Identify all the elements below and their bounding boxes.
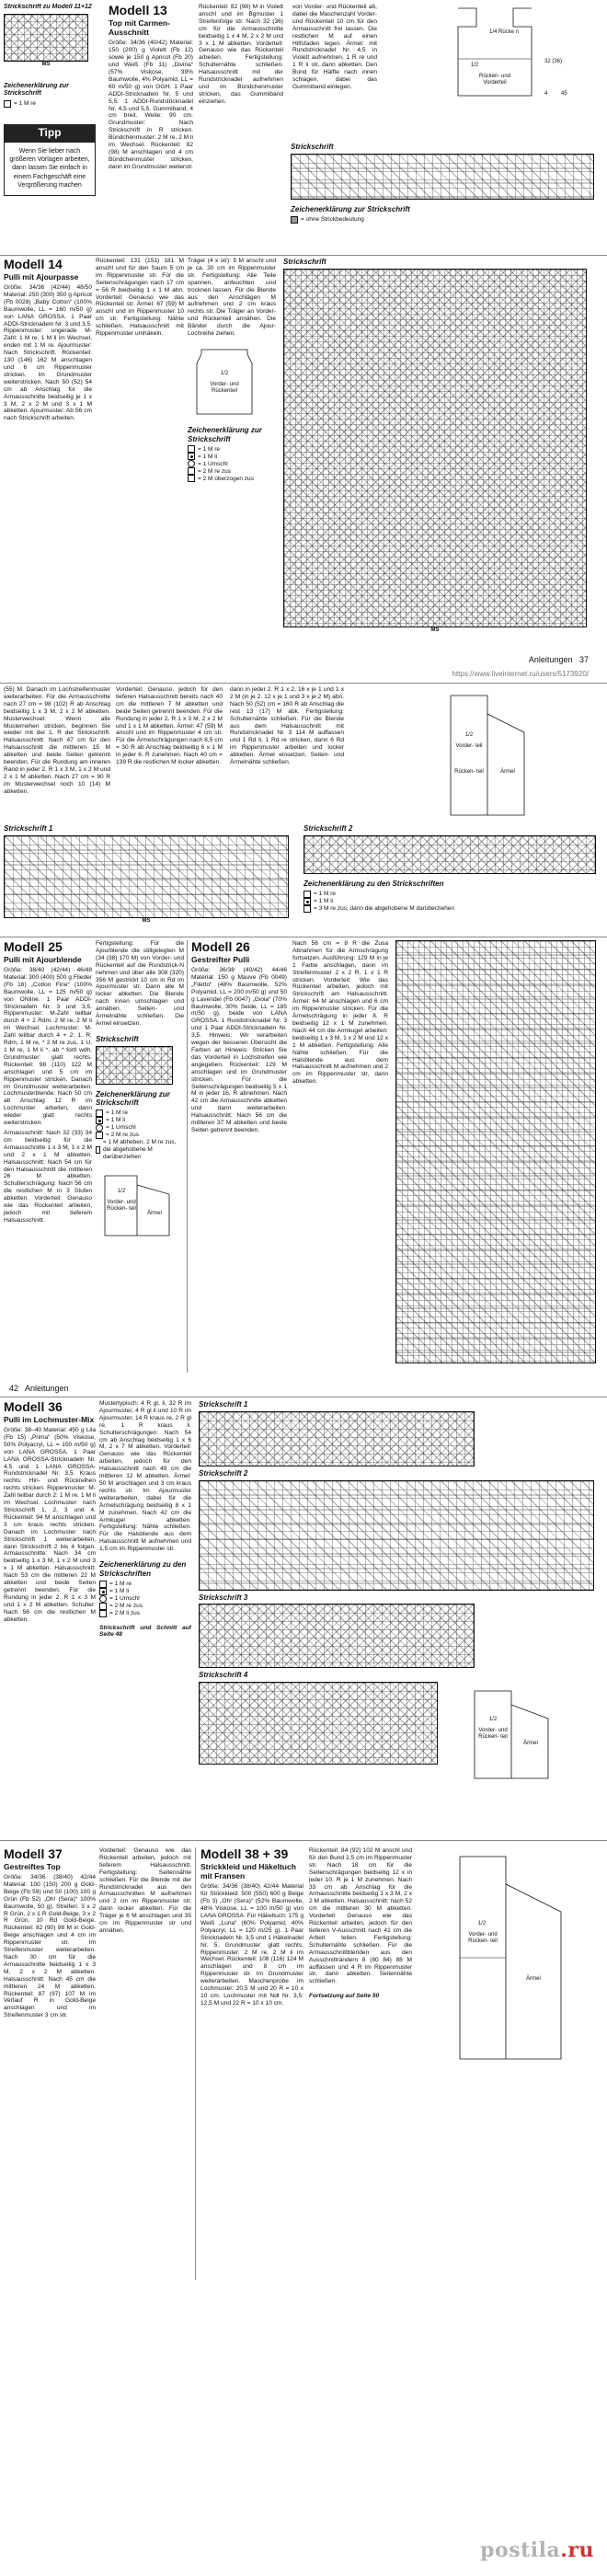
legend-row (304, 898, 603, 905)
modell-13-subtitle: Top mit Carmen-Ausschnitt (109, 17, 170, 38)
page-3-col-1 (4, 686, 110, 815)
modell-14-schematic (188, 345, 261, 419)
modell-25-legend-title: Zeichenerklärung zur Strickschrift (96, 1089, 170, 1108)
modell-25-knitting-chart (96, 1046, 173, 1085)
watermark-text: postila (480, 2538, 561, 2563)
chart-pattern (97, 1047, 172, 1084)
legend-label: = 1 M re (198, 445, 221, 453)
schematic-part-a: Vorder- und Rücken- teil (107, 1199, 136, 1213)
modell-36-col-2 (99, 1400, 191, 1833)
legend-row (304, 891, 603, 898)
yarn-over-icon (96, 1124, 103, 1132)
schematic-back: Rücken- teil (454, 769, 484, 775)
schematic-svg (432, 1847, 589, 2068)
chart-pattern (5, 15, 87, 61)
modell-14-subtitle: Pulli mit Ajourpasse (4, 271, 79, 282)
schematic-band: 4 (544, 91, 548, 97)
modell-38-39-col-2 (309, 1847, 412, 2280)
modell-25-chart-title: Strickschrift (96, 1034, 139, 1043)
schematic-half: 1/2 (464, 732, 474, 738)
decrease-icon (304, 905, 311, 913)
page-4 (0, 940, 607, 1382)
page-footer (9, 1384, 69, 1394)
schematic-part-b: Ärmel (147, 1210, 162, 1216)
legend-row (96, 1117, 184, 1124)
schematic-part-label: Vorder- und Rückenteil (210, 381, 239, 395)
knit-stitch-icon (188, 445, 195, 453)
modell-25-text-1: Größe: 38/40 (42/44) 46/48 Material: 300 (400) 500 g Flieder (Fb 16) „Cotton Fine“ (100% Baumwolle, LL = 125 m/50 g) von ONline. 1 Paar ADDI-Stricknadeln Nr. 3 und 3,5. Rippenmuster: M-Zahl teilbar durch 4 + 2 Rdm: 2 M re, 2 M li im Wechsel. Lochmuster: M-Zahl teilbar durch 4 + 2: 1. R: Rdm, 1 M re, * 2 M re zus, 1 U, 1 M re, 1 M li *, ab * fortl wdh. Grundmuster: glatt rechts. Rückenteil: 98 (110) 122 M anschlagen und 5 cm im Rippenmuster stricken. Danach im Grundmuster weiterarbeiten. Lochmusterblende: Nach 50 cm ab Anschlag 12 R im Lochmuster arbeiten, dann wieder glatt rechts weiterstricken. (4, 967, 92, 1127)
legend-label: = 1 Umschl (106, 1124, 136, 1132)
schematic-outline (440, 4, 541, 100)
legend-row (188, 445, 276, 453)
legend-label: = 1 M li (314, 897, 334, 904)
separator (0, 1840, 607, 1841)
legend-row (96, 1124, 184, 1132)
schematic-part-label: Rücken- und Vorderteil (478, 74, 511, 86)
purl-stitch-icon (96, 1117, 103, 1124)
legend-row (188, 460, 276, 467)
modell-38-39-col-1 (200, 1847, 304, 2280)
legend-label: = 2 M re zus (109, 1602, 143, 1609)
legend-label: = 2 M re zus (198, 467, 231, 475)
chart-pattern (304, 836, 595, 873)
column-divider (195, 1847, 196, 2280)
legend-row (96, 1132, 184, 1139)
schematic-part-b: Ärmel (523, 1741, 538, 1746)
footer-page: 37 (578, 655, 589, 664)
legend-row (99, 1595, 191, 1603)
knitting-chart-3 (199, 1604, 475, 1668)
knitting-chart-2 (304, 835, 596, 874)
watermark-logo (480, 2538, 594, 2563)
schematic-part-b: Ärmel (526, 1976, 541, 1982)
modell-14-legend (188, 445, 276, 482)
legend-label: = 2 M li zus (109, 1609, 141, 1616)
page-3-text-3: dann in jeder 2. R 1 x 2, 16 x je 1 und 1 x 2 M (in je 2. 12 x je 1 und 3 x je 2 M) abn. Nach 50 (52) cm = 160 R ab Anschlag die rest 13 (17) M abk. Fertigstellung: Schulternähte schließen. Für die Blende aus dem Halsausschnitt mit Rundstricknadel Nr. 3 114 M auffassen und 1 Rd li, 1 Rd re stricken, dann 6 Rd im Rippenmuster arbeiten und locker abketten. Ärmel einsetzen, Seiten- und Ärmelnähte schließen. (230, 686, 344, 766)
legend-label: = 1 M re (14, 99, 37, 107)
chart-pattern (284, 270, 586, 627)
chart-2-title: Strickschrift 2 (304, 824, 353, 833)
modell-38-39-text-2: Rückenteil: 84 (92) 102 M anschl und für den Bund 2,5 cm im Rippenmuster str. Nach 18 cm für die Seitenschrägungen beidseitig 12 x in jeder 10. R je 1 M zunehmen. Nach 33 cm ab Anschlag für die Armausschnitte beidseitig 1 x 3 M, 2 x 2 M abketten. Halsausschnitt: nach 52 cm die mittleren 30 M abketten. Vorderteil: Genauso wie das Rückenteil arbeiten, jedoch für den tieferen V-Ausschnitt nach 41 cm die Arbeit teilen. Fertigstellung: Schulternähte schließen. Für die Armausschnittblenden aus den Ausschnitträndern 8 (80 84) 88 M auffassen und 4 R im Rippenmuster str, dann abketten. Seitennähte schließen. (309, 1847, 412, 1985)
legend-row (188, 475, 276, 482)
sk2p-icon (96, 1146, 100, 1154)
page-footer (529, 655, 589, 665)
legend-row (99, 1581, 191, 1588)
legend-label: = 1 Umschl (198, 460, 228, 467)
footer-text: Anleitungen (528, 655, 573, 664)
chart-ms-label: MS (41, 61, 51, 67)
schematic-half: 1/2 (220, 370, 229, 376)
chart-pattern (200, 1412, 474, 1466)
legend-label: = 1 M li (106, 1117, 126, 1124)
chart-pattern (5, 836, 288, 917)
modell-38-39-schematic (432, 1847, 589, 2068)
modell-14-title: Modell 14 (4, 258, 63, 271)
modell-14-text-2: Rückenteil: 131 (151) 181 M anschl und für den Saum 5 cm im Rippenmuster str. Für die Seitenschrägungen nach 17 cm = 56 R beidseitig 1 x 1 M abn. Vorderteil: Genauso wie das Rückenteil str. Ärmel: 67 (59) M anschl und im Rippenmuster 10 cm str. Fertigstellung: Nähte schließen, Halsausschnitt mit Rippenmuster umhäkeln. (96, 258, 184, 338)
modell-26-chart-area (395, 940, 603, 1373)
left-column (4, 4, 96, 252)
tipp-heading: Tipp (4, 124, 96, 142)
modell-36-schematic (456, 1682, 567, 1783)
modell-38-39-text-1: Größe: 34/36 (38/40) 42/44 Material für Strickkleid: 500 (550) 600 g Beige (Fb 3) „Oh! (Sera)“ (52% Baumwolle, 48% Viskose, LL = 100 m/50 g) von LANA GROSSA. Für Häkeltuch: 175 g Weiß „Luna“ (60% Polyamid, 40% Polyacryl, LL = 120 m/25 g). 1 Paar Stricknadeln Nr. 3,5 und 1 Häkelnadel Nr. 5. Grundmuster: glatt rechts. Rippenmuster: 2 M re, 2 M li im Wechsel. Rückenteil: 108 (116) 124 M anschlagen und 8 cm im Rippenmuster str. Im Grundmuster weiterarbeiten. Maschenprobe im Lochmuster: 20,5 M und 20 R = 10 x 10 cm. Lochmuster mit Ndl Nr. 3,5: 12,5 M und 22 R = 10 x 10 cm. (200, 1883, 304, 2007)
modell-14-chart-area (283, 258, 603, 653)
modell-36-text-1: Größe: 38–40 Material: 450 g Lila (Fb 15) „Prima“ (50% Viskose, 50% Polyacryl, LL = 150 m/50 g) von LANA GROSSA. 1 Paar LANA GROSSA-Stricknadeln Nr. 4,5 und 1 LANA GROSSA-Rundstricknadel Nr. 3,5. Kraus rechts: Hin- und Rückreihen rechts stricken. Rippenmuster: M-Zahl teilbar durch 2: 1 M re, 1 M li im Wechsel. Lochmuster: nach Strickschrift 1, 2, 3 und 4. Rückenteil: 94 M anschlagen und 3 cm kraus rechts stricken. Danach im Lochmuster nach Strickschrift 1 weiterarbeiten, dann Strickschrift 2 bis 4 folgen. Armausschnitte: Nach 34 cm beidseitig 1 x 3 M, 1 x 2 M und 3 x 1 M abketten. Halsausschnitt: Nach 53 cm die mittleren 22 M abketten und beide Seiten getrennt beenden. Für die Rundung in jeder 2. R 1 x 3 M und 1 x 2 M abketten. Schulter: Nach 56 cm die restlichen M abketten. (4, 1427, 96, 1623)
schematic-half: 1/2 (488, 1717, 498, 1722)
modell-26-col-2 (292, 940, 388, 1373)
separator (0, 683, 607, 684)
knit-stitch-icon (304, 891, 311, 898)
column-divider (187, 940, 188, 1373)
legend-row (96, 1110, 184, 1117)
knitting-chart-2 (199, 1480, 594, 1591)
modell-25-col-1 (4, 940, 92, 1373)
k2tog-icon (188, 467, 195, 475)
modell-13-schematic (386, 4, 603, 105)
p2tog-icon (99, 1610, 107, 1617)
modell-13-chart-title: Strickschrift (291, 143, 334, 151)
k2tog-icon (96, 1132, 103, 1139)
modell-14-legend-title: Zeichenerklärung zur Strickschrift (188, 425, 262, 443)
modell-36-title: Modell 36 (4, 1400, 63, 1414)
knitting-chart-4 (199, 1682, 438, 1765)
chart-pattern (200, 1481, 593, 1590)
modell-13-text-3: von Vorder- und Rückenteil ab, dabei die Maschenzahl Vorder- und Rückenteil 10 cm für den Armausschnitt frei lassen. Die restlichen M auf einen Hilfsfaden legen. Ärmel: mit Rundstricknadel Nr. 4,5 in Violett aufnehmen, 1 R re und 1 R li str, dann abketten. Den Bund für Hälfte nach innen schlagen, dabei das Gummiband einlegen. (292, 4, 377, 90)
schematic-quarter: 1/4 Rücke n (488, 29, 520, 35)
chart-pattern (200, 1683, 437, 1764)
legend-row (188, 467, 276, 475)
chart-3-title: Strickschrift 3 (199, 1593, 248, 1602)
modell-37-title: Modell 37 (4, 1847, 63, 1861)
legend-row (4, 100, 96, 108)
k2tog-icon (99, 1603, 107, 1610)
schematic-half: 1/2 (477, 1921, 487, 1926)
modell-37-col-2 (99, 1847, 191, 2280)
yarn-over-icon (188, 460, 195, 467)
knitting-chart-1 (199, 1411, 475, 1466)
legend-row (188, 453, 276, 460)
page-3-text-2: Vorderteil: Genauso, jedoch für den tieferen Halsausschnitt bereits nach 40 cm die mittleren 7 M abketten und beide Seiten getrennt beenden. Für die Rundung in jeder 2. R 1 x 3 M, 2 x 2 M und 1 x 1 M abketten. Ärmel: 47 (59) M anschl und im Rippenmuster 4 cm str. Für die Ärmelschrägungen nach 8,5 cm = 30 R ab Anschlag beidseitig 6 x 1 M in jeder 6. R zunehmen. Nach 40 cm = 139 R die restlichen M locker abketten. (116, 686, 223, 766)
modell-37-subtitle: Gestreiftes Top (4, 1861, 61, 1871)
modell-25-title: Modell 25 (4, 940, 63, 954)
modell-13-title: Modell 13 (109, 4, 167, 17)
chart-1-title: Strickschrift 1 (4, 824, 53, 833)
modell-26-knitting-chart (395, 940, 596, 1363)
modell-13-legend-title: Zeichenerklärung zur Strickschrift (291, 204, 410, 213)
legend-title: Zeichenerklärung zur Strickschrift (4, 82, 69, 98)
chart-pattern (292, 155, 593, 199)
knit-stitch-icon (96, 1110, 103, 1117)
legend-row (99, 1588, 191, 1595)
schematic-half: 1/2 (117, 1188, 126, 1194)
legend-label: = 2 M überzogen zus (198, 475, 254, 482)
knit-stitch-icon (99, 1581, 107, 1588)
page-3-schematic (432, 686, 543, 824)
page-3-col-2 (116, 686, 223, 815)
footer-text: Anleitungen (25, 1384, 69, 1393)
chart-1-title: Strickschrift 1 (199, 1400, 248, 1409)
schematic-part-a: Vorder- und Rücken- teil (468, 1932, 498, 1945)
page-3-chart-2 (304, 824, 603, 933)
legend-row (304, 905, 603, 913)
legend-row (96, 1139, 184, 1161)
page-1 (0, 0, 607, 253)
modell-14-col-3 (188, 258, 276, 676)
schematic-half: 1/2 (470, 63, 479, 68)
modell-36-charts (199, 1400, 603, 1833)
legend-row (99, 1603, 191, 1610)
knitting-chart-11-12 (4, 14, 88, 62)
chart-title-11-12: Strickschrift zu Modell 11+12 (4, 4, 92, 10)
modell-14-text-3: Träger (4 x str): 5 M anschl und je ca. 30 cm im Rippenmuster str. Fertigstellung: Alle Teile spannen, anfeuchten und trocknen lassen. Für die Blende aus den Anschlägen M aufnehmen und 2 cm kraus rechts str. Die Träger an Vorder- und Rückenteil annähen. Die Bänder durch die Ajour-Lochreihe ziehen. (188, 258, 276, 338)
purl-stitch-icon (99, 1588, 107, 1595)
page-3-legend-title: Zeichenerklärung zu den Strickschriften (304, 879, 444, 888)
modell-36-text-2: Mustertypisch: 4 R gl, li, 32 R im Ajourmuster, 4 R gl li und 10 R im Ajourmuster, 14 R kraus re, 2 R gl re, 1 R kraus li. Schulterschrägungen: Nach 54 cm ab Anschlag beidseitig 1 x 6 M, 2 x 7 M abketten. Vorderteil: Genauso wie das Rückenteil arbeiten, jedoch für den Halsausschnitt nach 49 cm die mittleren 12 M abketten. Ärmel: 50 M anschlagen und 3 cm kraus rechts str. Im Ajourmuster weiterarbeiten, dabei für die Ärmelschrägung beidseitig 8 x 1 M zunehmen. Nach 42 cm die Armkugel abketten. Fertigstellung: Nähte schließen. Für die Halsblende aus dem Halsausschnitt M aufnehmen und 1,5 cm im Rippenmuster str. (99, 1400, 191, 1553)
modell-13-legend-row (291, 216, 603, 224)
modell-36-subtitle: Pulli im Lochmuster-Mix (4, 1414, 95, 1424)
modell-37-text-1: Größe: 34/36 (38/40) 42/44 Material: 100 (150) 200 g Gold-Beige (Fb 59) und 50 (100) 100 g Grün (Fb 52) „Oh! (Sera)“ 100% Baumwolle, 50 g), Streifen: 3 x 2 R Grün, 2 x 1 R Gold-Beige, 3 x 2 R Grün, 10 Rd Gold-Beige. Rückenteil: 82 (90) 98 M in Gold-Beige anschlagen und 4 cm im Rippenmuster str. Im Streifenmuster weiterarbeiten. Nach 30 cm für die Armausschnitte beidseitig 1 x 3 M, 2 x 2 M abketten. Halsausschnitt: Nach 45 cm die mittleren 24 M abketten. Rückenteil: 87 (97) 107 M im Verlauf R in Gold-Beige anschlagen und im Streifenmuster 3 cm str. (4, 1874, 96, 2019)
modell-36-col-1 (4, 1400, 96, 1833)
legend-label: = 1 M li (109, 1587, 130, 1594)
modell-13-col-1 (109, 4, 193, 252)
chart-4-row (199, 1682, 603, 1783)
modell-25-subtitle: Pulli mit Ajourblende (4, 954, 82, 964)
footer-page: 42 (9, 1384, 19, 1393)
modell-38-39-subtitle: Strickkleid und Häkeltuch mit Fransen (200, 1861, 296, 1881)
page-3-col-3 (230, 686, 344, 815)
schematic-svg (456, 1682, 567, 1783)
modell-26-subtitle: Gestreifter Pulli (191, 954, 250, 964)
modell-13-col-2 (199, 4, 283, 252)
legend-label: = 2 M re zus (106, 1132, 139, 1139)
modell-14-chart-title: Strickschrift (283, 258, 326, 266)
schematic-sleeve: Ärmel (500, 769, 515, 775)
legend-label: = 1 M re (314, 890, 337, 897)
watermark-domain: .ru (560, 2538, 594, 2563)
legend-label: = 1 M abheben, 2 M re zus, die abgehobene M darüberziehen (102, 1139, 177, 1160)
legend-label: = 1 Umschl (109, 1594, 140, 1602)
legend-label: = 1 M li (198, 453, 218, 460)
page-5 (0, 1400, 607, 2576)
page-3-text-1: (55) M. Danach im Lochstreifenmuster weiterarbeiten. Für die Armausschnitte nach 27 cm = 98 (102) R ab Anschlag beidseitig 1 x 3 M, 2 x 2 M abketten. Musterwechsel: Wenn alle Musterreihen stricken, beginnen Sie wieder mit der 1. R der Strickschrift. Halsausschnitt: Nach 47 cm für den Halsausschnitt die mittleren 15 M abketten und beide Seiten getrennt beenden. Für die Rundung am inneren Rand in jeder 2. R 1 x 3 M, 1 x 2 M und 2 x 1 M abketten. Nach 27 cm = 90 R im Musterwechsel noch 10 (14) M abketten. (4, 686, 110, 795)
ssk-icon (188, 475, 195, 482)
modell-38-39-title: Modell 38 + 39 (200, 1847, 289, 1861)
modell-26-col-1 (191, 940, 287, 1373)
modell-37-text-2: Vorderteil: Genauso wie das Rückenteil arbeiten, jedoch mit tieferem Halsausschnitt. Fertigstellung: Seitennähte schließen. Für die Blende mit der Rundstricknadel aus den Armausschnitten M aufnehmen und 2 cm im Rippenmuster str, dann locker abketten. Für die Träger je 6 M anschlagen und 35 cm im Rippenmuster str und annähen. (99, 1847, 191, 1934)
schematic-front: Vorder- teil (455, 743, 483, 749)
modell-26-text-1: Größe: 36/38 (40/42) 44/46 Material: 150 g Mauve (Fb 0049) „Filetto“ (48% Baumwolle, 52% Polyamid, LL = 200 m/50 g) und 50 g Lavendel (Fb 0047) „Gioia“ (70% Baumwolle, 30% Seide, LL = 185 m/50 g), beide von LANA GROSSA. 1 Rundstricknadel Nr. 3 und 1 Paar ADDI-Stricknadeln Nr. 3,5. Hinweis: Wir verarbeiten wegen der besseren Übersicht die Farben an Hinweis: Stricken Sie das Vorderteil in Lochstreifen wie angegeben. Rückenteil: 129 M anschlagen und im Grundmuster stricken. Für die Seitenschrägungen beidseitig 5 x 1 M in jeder 16. R abnehmen. Nach 42 cm die Armausschnitte abketten und dann weiterarbeiten. Halsausschnitt: Nach 56 cm die mittleren 37 M abketten und beide Seiten getrennt beenden. (191, 967, 287, 1133)
modell-25-col-2 (96, 940, 184, 1373)
page-2 (0, 258, 607, 681)
page-3 (0, 686, 607, 935)
modell-13-col-3 (292, 4, 377, 142)
chart-2-title: Strickschrift 2 (199, 1468, 248, 1478)
modell-36-note: Strickschrift und Schnitt auf Seite 48 (99, 1624, 191, 1639)
modell-25-schematic (96, 1167, 178, 1240)
yarn-over-icon (99, 1595, 107, 1603)
modell-37-col-1 (4, 1847, 96, 2280)
modell-13-chart-area (291, 143, 603, 251)
chart-1-ms-label: MS (142, 917, 151, 924)
legend-row (99, 1610, 191, 1617)
modell-14-col-1 (4, 258, 92, 676)
modell-25-text-1b: Armausschnitt: Nach 32 (33) 34 cm beidseitig für die Armausschnitte 1 x 3 M, 1 x 2 M und 2 x 1 M abketten. Halsausschnitt: Nach 54 cm für den Halsausschnitt die mittleren 26 M abketten. Schulterschrägung: Nach 56 cm die restlichen M in 3 Stufen abketten. Vorderteil: Genauso wie das Rückenteil arbeiten, jedoch mit tieferem Halsausschnitt. (4, 1129, 92, 1224)
modell-14-col-2 (96, 258, 184, 676)
schematic-height: 32 (36) (544, 59, 563, 64)
no-stitch-icon (291, 216, 298, 224)
separator (0, 255, 607, 256)
modell-26-title: Modell 26 (191, 940, 250, 954)
modell-13-text-2: Rückenteil: 82 (98) M in Violett anschl und im Bgmuster 1 Streifenfolge str. Nach 32 (36) cm für die Armausschnitte beidseitig 1 x 4 M, 2 x 2 M und 3 x 1 M abketten. Vorderteil: Genauso wie das Rückenteil arbeiten. Fertigstellung: Schulternähte schließen. Halsausschnitt mit der Rundstricknadel aufnehmen und im Bündchenmuster stricken, das Gummiband einziehen. (199, 4, 283, 105)
modell-14-text-1: Größe: 34/36 (42/44) 48/50 Material: 250 (300) 350 g Apricot (Fb 0028) „Baby Cotton“ (100% Baumwolle, LL = 160 m/50 g) von LANA GROSSA. 1 Paar ADDI-Stricknadeln Nr. 3 und 3,5. Rippenmuster: ungerade M-Zahl: 1 M re, 1 M li im Wechsel, enden mit 1 M re. Ajourmuster: Nach Strickschrift. Rückenteil: 130 (146) 162 M anschlagen und 6 cm Rippenmuster stricken. Im Grundmuster weiterstricken. Nach 50 (52) 54 cm ab Anschlag für die Armausschnitte beidseitig je 1 x 3 M, 2 x 2 M und 3 x 1 M abketten. Ajourmuster: Ab 56 cm nach Strickschrift arbeiten. (4, 284, 92, 422)
modell-36-legend-title: Zeichenerklärung zu den Strickschriften (99, 1560, 187, 1578)
source-url[interactable]: https://www.liveinternet.ru/users/5173920/ (452, 670, 589, 678)
modell-13-knitting-chart (291, 154, 594, 200)
legend-label: = 1 M re (109, 1580, 132, 1587)
tipp-text: Wenn Sie lieber nach größeren Vorlagen arbeiten, dann lassen Sie einfach in einem Fachgeschäft eine Vergrößerung machen (4, 142, 96, 196)
legend-label: = ohne Strickbedeutung (301, 215, 364, 223)
schematic-svg (432, 686, 543, 824)
modell-26-text-2: Nach 56 cm = 8 R die Zusa Abnahmen für die Armschrägung fortsetzen. Ausführung: 129 M in je 1 Farbe anschlagen, dann im Streifenmuster 2 x 2 R, 1 x 1 R stricken. Vorderteil: Wie das Rückenteil arbeiten, jedoch mit Strickschrift am Halsausschnitt. Ärmel: 64 M anschlagen und 6 cm im Rippenmuster stricken. Für die Ärmelschrägung in jeder 8. R beidseitig 12 x 1 M zunehmen. Nach 44 cm die Armkugel arbeiten: beidseitig 1 x 3 M, 1 x 2 M und 12 x 1 M abketten. Fertigstellung: Alle Nähte schließen. Für die Halsblende aus dem Halsausschnitt M aufnehmen und 2 cm im Rippenmuster str, dann abketten. (292, 940, 388, 1086)
schematic-width: 45 (561, 91, 567, 97)
modell-38-39-note: Fortsetzung auf Seite 50 (309, 1993, 380, 2000)
knitting-chart-1 (4, 835, 289, 918)
modell-14-ms-label: MS (430, 627, 440, 633)
page-3-chart-1 (4, 824, 298, 933)
chart-pattern (396, 941, 595, 1363)
legend-label: = 1 M re (106, 1110, 129, 1117)
purl-stitch-icon (188, 453, 195, 460)
chart-4-title: Strickschrift 4 (199, 1671, 248, 1680)
modell-14-knitting-chart (283, 269, 587, 627)
legend-label: = 3 M re zus, dann die abgehobene M darüberziehen (314, 904, 455, 912)
purl-stitch-icon (304, 898, 311, 905)
knit-stitch-icon (4, 100, 11, 108)
modell-25-text-2: Fertigstellung: Für die Ajourblende die stillgelegten M (34 (38) 170 M) von Vorder- und Rückenteil auf die Rundstrick-N nehmen und über alle 308 (320) 356 M gestrickt 10 cm in Rd im Ajourmuster str. Dann alle M locker abketten. Die Blende nach innen umschlagen und annähen. Seiten- und Ärmelnähte schließen. Die Ärmel einsetzen. (96, 940, 184, 1027)
schematic-part-a: Vorder- und Rücken- teil (478, 1728, 508, 1741)
modell-13-text-1: Größe: 34/36 (40/42) Material: 150 (200) g Violett (Fb 12) sowie je 150 g Apricot (Fb 20) und Weiß (Fb 11) „Divina“ (57% Viskose, 39% Baumwolle, 4% Polyamid, LL = 60 m/50 g) von GGH. 1 Paar ADDI-Stricknadeln Nr. 5 und 5,5. 1 ADDI-Rundstricknadel Nr. 4,5 und 5,5. Gummiband, 4 cm breit. Weite: 90 cm. Grundmuster: Nach Strickschrift in R stricken. Bündchenmuster: 2 M re, 2 M li im Wechsel. Rückenteil: 82 (98) M anschlagen und 4 cm Bündchenmuster stricken, dann im Grundmuster weiterstr. (109, 40, 193, 170)
chart-pattern (200, 1604, 474, 1667)
